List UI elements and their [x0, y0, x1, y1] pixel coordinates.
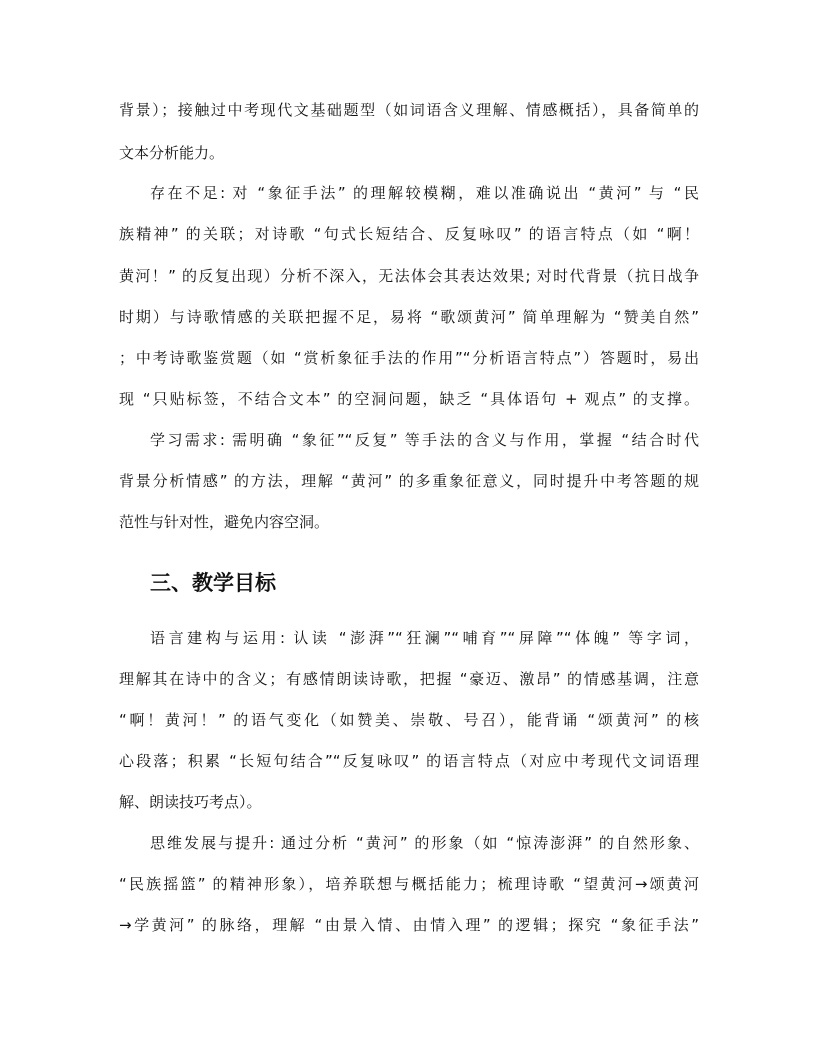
paragraph-4-line-2: 理解其在诗中的含义；有感情朗读诗歌，把握 “豪迈、激昂” 的情感基调，注意 — [119, 670, 699, 688]
paragraph-4-line-3: “啊！黄河！” 的语气变化（如赞美、崇敬、号召），能背诵 “颂黄河” 的核 — [119, 711, 699, 729]
section-heading: 三、教学目标 — [150, 571, 276, 595]
paragraph-1-line-2: 文本分析能力。 — [119, 144, 225, 162]
paragraph-2-line-2: 族精神” 的关联；对诗歌 “句式长短结合、反复咏叹” 的语言特点（如 “啊！ — [119, 225, 699, 243]
paragraph-5-line-3: →学黄河” 的脉络，理解 “由景入情、由情入理” 的逻辑；探究 “象征手法” — [119, 916, 699, 934]
paragraph-2-line-5: ；中考诗歌鉴赏题（如 “赏析象征手法的作用”“分析语言特点”）答题时，易出 — [119, 349, 699, 367]
paragraph-4-line-4: 心段落；积累 “长短句结合”“反复咏叹” 的语言特点（对应中考现代文词语理 — [119, 752, 699, 770]
paragraph-3-line-3: 范性与针对性，避免内容空洞。 — [119, 513, 330, 531]
paragraph-2-line-6: 现 “只贴标签，不结合文本” 的空洞问题，缺乏 “具体语句 + 观点” 的支撑。 — [119, 390, 699, 408]
paragraph-2-line-3: 黄河！” 的反复出现）分析不深入，无法体会其表达效果; 对时代背景（抗日战争 — [119, 267, 699, 285]
paragraph-4-line-5: 解、朗读技巧考点）。 — [119, 793, 262, 811]
paragraph-3-line-1: 学习需求: 需明确 “象征”“反复” 等手法的含义与作用，掌握 “结合时代 — [150, 431, 699, 449]
paragraph-1-line-1: 背景）；接触过中考现代文基础题型（如词语含义理解、情感概括），具备简单的 — [119, 101, 699, 119]
paragraph-2-line-4: 时期）与诗歌情感的关联把握不足，易将 “歌颂黄河” 简单理解为 “赞美自然” — [119, 308, 699, 326]
paragraph-4-line-1: 语言建构与运用: 认读 “澎湃”“狂澜”“哺育”“屏障”“体魄” 等字词， — [150, 629, 699, 647]
paragraph-2-line-1: 存在不足: 对 “象征手法” 的理解较模糊，难以准确说出 “黄河” 与 “民 — [150, 184, 699, 202]
paragraph-5-line-1: 思维发展与提升: 通过分析 “黄河” 的形象（如 “惊涛澎湃” 的自然形象、 — [150, 834, 699, 852]
paragraph-3-line-2: 背景分析情感” 的方法，理解 “黄河” 的多重象征意义，同时提升中考答题的规 — [119, 472, 699, 490]
paragraph-5-line-2: “民族摇篮” 的精神形象），培养联想与概括能力；梳理诗歌 “望黄河→颂黄河 — [119, 875, 699, 893]
